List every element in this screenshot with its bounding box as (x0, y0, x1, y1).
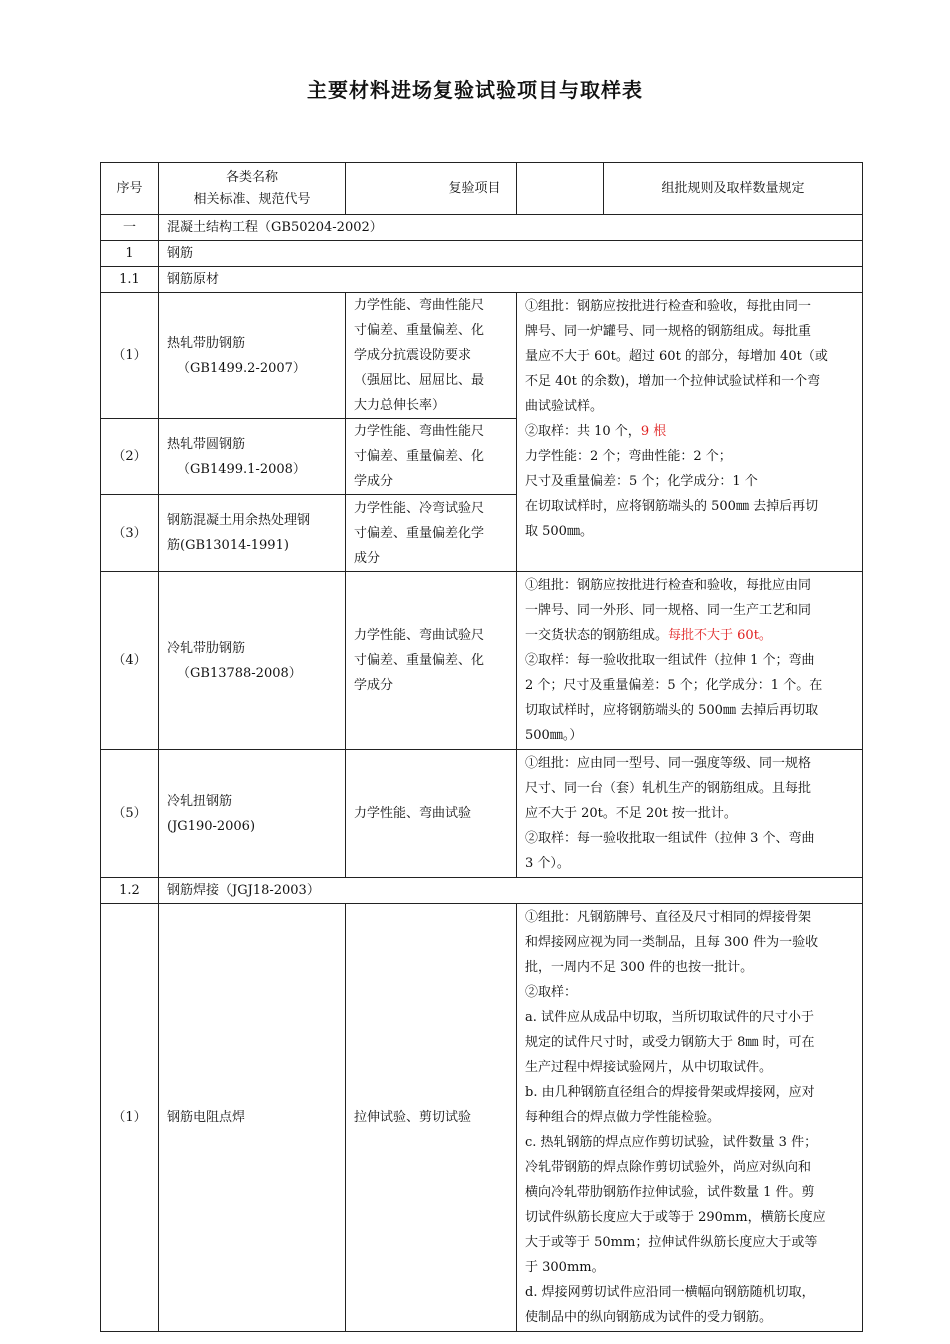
material-name (159, 750, 346, 878)
rule-line: 应不大于 20t。不足 20t 按一批计。 (525, 806, 737, 821)
table-row (101, 750, 863, 878)
test-items (346, 293, 517, 419)
material-name-line: 热轧带圆钢筋 (167, 436, 246, 452)
rule-line: 生产过程中焊接试验网片，从中切取试件。 (525, 1060, 773, 1075)
rule-line: 3 个）。 (525, 856, 570, 871)
section-label: 钢筋 (159, 241, 863, 267)
rule-line: 500㎜。） (525, 728, 583, 743)
rule-highlight: 9 根 (640, 424, 667, 439)
rule-line: 每种组合的焊点做力学性能检验。 (525, 1110, 721, 1125)
rule-line: 和焊接网应视为同一类制品，且每 300 件为一验收 (525, 935, 819, 950)
rule-line: 切试件纵筋长度应大于或等于 290mm，横筋长度应 (525, 1210, 826, 1225)
rule-line: b. 由几种钢筋直径组合的焊接骨架或焊接网，应对 (525, 1085, 815, 1100)
section-label: 混凝土结构工程（GB50204-2002） (159, 215, 863, 241)
header-no: 序号 (101, 163, 159, 215)
material-name (159, 572, 346, 750)
rule-line: ①组批：钢筋应按批进行检查和验收，每批应由同 (525, 578, 812, 593)
header-rules (448, 163, 863, 215)
test-item-line: 寸偏差、重量偏差、化 (354, 653, 485, 668)
page-title: 主要材料进场复验试验项目与取样表 (307, 78, 643, 102)
section-no: 1.2 (101, 878, 159, 904)
rule-line: a. 试件应从成品中切取，当所切取试件的尺寸小于 (525, 1010, 815, 1025)
material-standard: （GB13788-2008） (177, 665, 302, 681)
rule-line: c. 热轧钢筋的焊点应作剪切试验，试件数量 3 件； (525, 1135, 818, 1150)
material-name-line: 热轧带肋钢筋 (167, 335, 246, 351)
rule-text: 一交货状态的钢筋组成。 (525, 628, 669, 643)
section-row (101, 241, 863, 267)
material-name (159, 495, 346, 572)
header-name-line2: 相关标准、规范代号 (193, 191, 311, 207)
rule-line: 横向冷轧带肋钢筋作拉伸试验，试件数量 1 件。剪 (525, 1185, 815, 1200)
section-no: 一 (101, 215, 159, 241)
rule-line: ②取样：每一验收批取一组试件（拉伸 1 个；弯曲 (525, 653, 815, 668)
row-no: （5） (101, 750, 159, 878)
test-item-line: 力学性能、弯曲试验 (354, 806, 472, 821)
row-no: （4） (101, 572, 159, 750)
rule-line: 取 500㎜。 (525, 524, 593, 539)
test-item-line: 力学性能、弯曲性能尺 (354, 424, 485, 439)
rule-line: 使制品中的纵向钢筋成为试件的受力钢筋。 (525, 1310, 773, 1325)
rule-line: 一牌号、同一外形、同一规格、同一生产工艺和同 (525, 603, 812, 618)
rule-line: ②取样：每一验收批取一组试件（拉伸 3 个、弯曲 (525, 831, 815, 846)
test-items (346, 750, 517, 878)
table-header-row (101, 163, 863, 215)
test-item-line: 学成分抗震设防要求 (354, 348, 472, 363)
rule-line: 不足 40t 的余数)，增加一个拉伸试验试样和一个弯 (525, 374, 821, 389)
section-row (101, 215, 863, 241)
section-row (101, 878, 863, 904)
test-items (346, 572, 517, 750)
rule-line: ①组批：钢筋应按批进行检查和验收，每批由同一 (525, 299, 812, 314)
section-no: 1.1 (101, 267, 159, 293)
test-item-line: 寸偏差、重量偏差、化 (354, 449, 485, 464)
row-no: （1） (101, 904, 159, 1332)
rule-line: 在切取试样时，应将钢筋端头的 500㎜ 去掉后再切 (525, 499, 819, 514)
rule-line: 于 300mm。 (525, 1260, 605, 1275)
test-item-line: 力学性能、冷弯试验尺 (354, 500, 485, 516)
material-name (159, 904, 346, 1332)
material-name (159, 419, 346, 495)
material-name (159, 293, 346, 419)
test-items (346, 904, 517, 1332)
rule-line (525, 623, 856, 648)
test-item-line: 成分 (354, 550, 381, 566)
section-label: 钢筋原材 (159, 267, 863, 293)
table-row (101, 572, 863, 750)
rule-line: 尺寸及重量偏差：5 个；化学成分：1 个 (525, 474, 758, 489)
test-item-line: 大力总伸长率） (354, 398, 446, 413)
header-rules-label: 组批规则及取样数量规定 (661, 181, 805, 196)
rule-line: 大于或等于 50mm；拉伸试件纵筋长度应大于或等 (525, 1235, 818, 1250)
row-no: （3） (101, 495, 159, 572)
test-item-line: 拉伸试验、剪切试验 (354, 1110, 472, 1125)
test-item-line: （强屈比、屈屈比、最 (354, 373, 485, 388)
test-item-line: 学成分 (354, 678, 394, 693)
section-row (101, 267, 863, 293)
rule-line: 批，一周内不足 300 件的也按一批计。 (525, 960, 754, 975)
rule-line: 力学性能：2 个；弯曲性能：2 个； (525, 449, 732, 464)
header-name-line1: 各类名称 (225, 169, 278, 185)
material-standard: (JG190-2006) (167, 818, 256, 834)
sampling-rules (517, 572, 863, 750)
test-item-line: 力学性能、弯曲试验尺 (354, 628, 485, 643)
sampling-rules (517, 904, 863, 1332)
test-item-line: 力学性能、弯曲性能尺 (354, 298, 485, 313)
rule-line: 尺寸、同一台（套）轧机生产的钢筋组成。且每批 (525, 781, 812, 796)
rule-line: ②取样： (525, 985, 578, 1000)
rule-line: 曲试验试样。 (525, 399, 604, 414)
test-items (346, 419, 517, 495)
material-standard: （GB1499.2-2007） (177, 360, 306, 376)
test-item-line: 寸偏差、重量偏差化学 (354, 525, 485, 541)
row-no: （2） (101, 419, 159, 495)
section-no: 1 (101, 241, 159, 267)
row-no: （1） (101, 293, 159, 419)
rule-line: 规定的试件尺寸时，或受力钢筋大于 8㎜ 时，可在 (525, 1035, 815, 1050)
header-name (159, 163, 346, 215)
materials-table (100, 162, 863, 1332)
rule-highlight: 每批不大于 60t。 (668, 628, 772, 643)
test-item-line: 寸偏差、重量偏差、化 (354, 323, 485, 338)
rule-line: 量应不大于 60t。超过 60t 的部分，每增加 40t（或 (525, 349, 828, 364)
rule-line: ①组批：凡钢筋牌号、直径及尺寸相同的焊接骨架 (525, 910, 812, 925)
rule-line (525, 419, 856, 444)
test-item-line: 学成分 (354, 474, 394, 489)
rule-line: 冷轧带钢筋的焊点除作剪切试验外，尚应对纵向和 (525, 1160, 812, 1175)
material-standard: 筋(GB13014-1991) (167, 538, 289, 553)
material-standard: （GB1499.1-2008） (177, 461, 306, 477)
section-label: 钢筋焊接（JGJ18-2003） (159, 878, 863, 904)
sampling-rules (517, 750, 863, 878)
table-row (101, 293, 863, 419)
material-name-line: 钢筋混凝土用余热处理钢 (167, 513, 311, 528)
material-name-line: 冷轧带肋钢筋 (167, 640, 246, 656)
material-name-line: 冷轧扭钢筋 (167, 793, 233, 809)
header-items: 复验项目 (448, 181, 501, 196)
rule-line: 切取试样时，应将钢筋端头的 500㎜ 去掉后再切取 (525, 703, 819, 718)
test-items (346, 495, 517, 572)
rule-line: 牌号、同一炉罐号、同一规格的钢筋组成。每批重 (525, 324, 812, 339)
table-row (101, 904, 863, 1332)
rule-line: ①组批：应由同一型号、同一强度等级、同一规格 (525, 756, 812, 771)
rule-line: 2 个；尺寸及重量偏差：5 个；化学成分：1 个。在 (525, 678, 823, 693)
sampling-rules (517, 293, 863, 572)
material-name-line: 钢筋电阻点焊 (167, 1110, 246, 1125)
rule-line: d. 焊接网剪切试件应沿同一横幅向钢筋随机切取， (525, 1285, 815, 1300)
rule-text: ②取样：共 10 个， (525, 424, 641, 439)
